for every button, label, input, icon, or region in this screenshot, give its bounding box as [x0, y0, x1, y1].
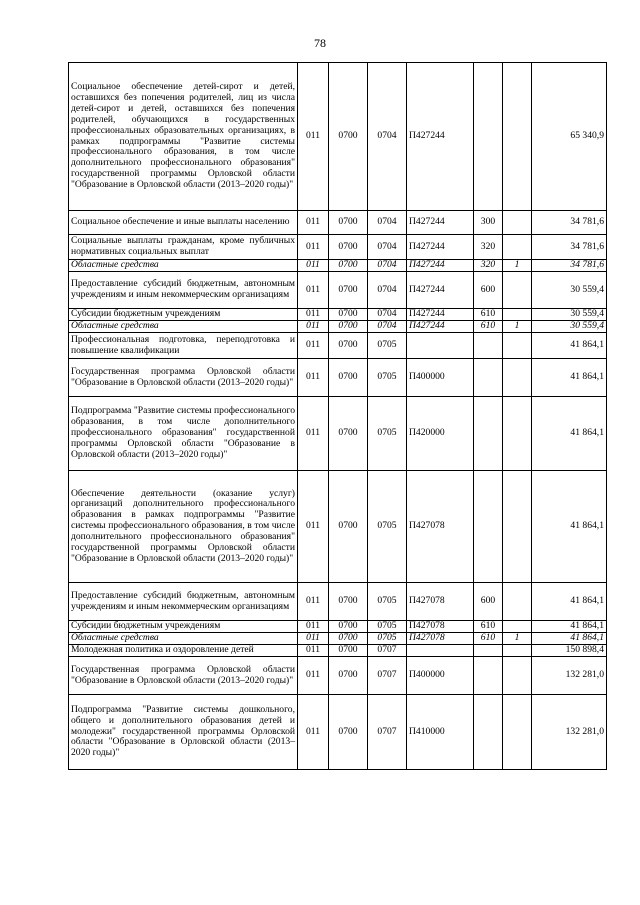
table-row	[69, 272, 607, 309]
target-article-cell: П427244	[407, 260, 474, 272]
row-name: Субсидии бюджетным учреждениям	[69, 621, 298, 633]
amount-cell: 41 864,1	[532, 359, 607, 397]
grbs-cell: 011	[298, 211, 329, 235]
amount-cell: 30 559,4	[532, 272, 607, 309]
table-row	[69, 235, 607, 260]
subsection-cell: 0704	[368, 260, 407, 272]
amount-cell: 132 281,0	[532, 695, 607, 770]
grbs-cell: 011	[298, 260, 329, 272]
budget-table	[68, 62, 607, 770]
funding-source-cell	[503, 471, 532, 583]
row-name: Субсидии бюджетным учреждениям	[69, 309, 298, 321]
section-cell: 0700	[329, 633, 368, 645]
amount-cell: 34 781,6	[532, 235, 607, 260]
target-article-cell: П410000	[407, 695, 474, 770]
amount-cell: 41 864,1	[532, 333, 607, 359]
grbs-cell: 011	[298, 657, 329, 695]
table-row	[69, 321, 607, 333]
expense-type-cell	[474, 397, 503, 471]
subsection-cell: 0704	[368, 321, 407, 333]
table-row	[69, 359, 607, 397]
table-row	[69, 397, 607, 471]
table-row	[69, 309, 607, 321]
funding-source-cell	[503, 359, 532, 397]
grbs-cell: 011	[298, 63, 329, 211]
row-name: Областные средства	[69, 633, 298, 645]
grbs-cell: 011	[298, 397, 329, 471]
grbs-cell: 011	[298, 272, 329, 309]
expense-type-cell: 300	[474, 211, 503, 235]
subsection-cell: 0705	[368, 471, 407, 583]
page-number: 78	[314, 36, 326, 50]
section-cell: 0700	[329, 359, 368, 397]
row-name: Обеспечение деятельности (оказание услуг) организаций дополнительного профессионального образования в рамках подпрограммы "Развитие системы профессионального образования, в том числе дополнительного профессионального образования" государственной программы Орловской области "Образование в Орловской области (2013–2020 годы)"	[69, 471, 298, 583]
amount-cell: 41 864,1	[532, 621, 607, 633]
table-row	[69, 333, 607, 359]
row-name: Областные средства	[69, 321, 298, 333]
funding-source-cell	[503, 621, 532, 633]
subsection-cell: 0705	[368, 397, 407, 471]
row-name: Социальное обеспечение и иные выплаты населению	[69, 211, 298, 235]
amount-cell: 41 864,1	[532, 633, 607, 645]
subsection-cell: 0704	[368, 63, 407, 211]
section-cell: 0700	[329, 333, 368, 359]
target-article-cell: П427078	[407, 471, 474, 583]
row-name: Предоставление субсидий бюджетным, автономным учреждениям и иным некоммерческим организациям	[69, 583, 298, 621]
target-article-cell: П427244	[407, 309, 474, 321]
section-cell: 0700	[329, 695, 368, 770]
funding-source-cell	[503, 235, 532, 260]
expense-type-cell: 610	[474, 633, 503, 645]
row-name: Государственная программа Орловской области "Образование в Орловской области (2013–2020 годы)"	[69, 359, 298, 397]
amount-cell: 150 898,4	[532, 645, 607, 657]
target-article-cell: П427078	[407, 633, 474, 645]
section-cell: 0700	[329, 260, 368, 272]
amount-cell: 34 781,6	[532, 211, 607, 235]
grbs-cell: 011	[298, 333, 329, 359]
table-row	[69, 633, 607, 645]
section-cell: 0700	[329, 657, 368, 695]
funding-source-cell	[503, 645, 532, 657]
amount-cell: 30 559,4	[532, 321, 607, 333]
subsection-cell: 0705	[368, 359, 407, 397]
expense-type-cell	[474, 657, 503, 695]
expense-type-cell: 610	[474, 321, 503, 333]
funding-source-cell: 1	[503, 321, 532, 333]
grbs-cell: 011	[298, 321, 329, 333]
target-article-cell: П427244	[407, 272, 474, 309]
subsection-cell: 0704	[368, 309, 407, 321]
subsection-cell: 0705	[368, 621, 407, 633]
target-article-cell: П427244	[407, 235, 474, 260]
funding-source-cell	[503, 333, 532, 359]
grbs-cell: 011	[298, 621, 329, 633]
target-article-cell: П427244	[407, 63, 474, 211]
target-article-cell	[407, 645, 474, 657]
section-cell: 0700	[329, 645, 368, 657]
funding-source-cell	[503, 583, 532, 621]
section-cell: 0700	[329, 621, 368, 633]
subsection-cell: 0704	[368, 211, 407, 235]
expense-type-cell	[474, 63, 503, 211]
subsection-cell: 0705	[368, 333, 407, 359]
expense-type-cell: 600	[474, 583, 503, 621]
amount-cell: 65 340,9	[532, 63, 607, 211]
section-cell: 0700	[329, 235, 368, 260]
grbs-cell: 011	[298, 235, 329, 260]
grbs-cell: 011	[298, 359, 329, 397]
target-article-cell: П400000	[407, 359, 474, 397]
row-name: Предоставление субсидий бюджетным, автономным учреждениям и иным некоммерческим организациям	[69, 272, 298, 309]
row-name: Молодежная политика и оздоровление детей	[69, 645, 298, 657]
funding-source-cell	[503, 657, 532, 695]
amount-cell: 132 281,0	[532, 657, 607, 695]
funding-source-cell: 1	[503, 260, 532, 272]
expense-type-cell: 320	[474, 235, 503, 260]
table-row	[69, 211, 607, 235]
table-row	[69, 695, 607, 770]
target-article-cell: П427244	[407, 211, 474, 235]
section-cell: 0700	[329, 63, 368, 211]
row-name: Подпрограмма "Развитие системы дошкольного, общего и дополнительного образования детей и молодежи" государственной программы Орловской области "Образование в Орловской области (2013–2020 годы)"	[69, 695, 298, 770]
grbs-cell: 011	[298, 309, 329, 321]
expense-type-cell	[474, 645, 503, 657]
table-row	[69, 63, 607, 211]
grbs-cell: 011	[298, 633, 329, 645]
table-row	[69, 621, 607, 633]
funding-source-cell	[503, 272, 532, 309]
grbs-cell: 011	[298, 583, 329, 621]
funding-source-cell	[503, 695, 532, 770]
subsection-cell: 0707	[368, 695, 407, 770]
target-article-cell: П427078	[407, 583, 474, 621]
section-cell: 0700	[329, 272, 368, 309]
expense-type-cell	[474, 333, 503, 359]
expense-type-cell	[474, 359, 503, 397]
row-name: Социальное обеспечение детей-сирот и детей, оставшихся без попечения родителей, лиц из числа детей-сирот и детей, оставшихся без попечения родителей, обучающихся в государственных профессиональных образовательных организациях, в рамках подпрограммы "Развитие системы профессионального образования, в том числе дополнительного профессионального образования" государственной программы Орловской области "Образование в Орловской области (2013–2020 годы)"	[69, 63, 298, 211]
target-article-cell: П427078	[407, 621, 474, 633]
row-name: Подпрограмма "Развитие системы профессионального образования, в том числе дополнительного профессионального образования" государственной программы Орловской области "Образование в Орловской области (2013–2020 годы)"	[69, 397, 298, 471]
grbs-cell: 011	[298, 695, 329, 770]
table-row	[69, 657, 607, 695]
expense-type-cell: 610	[474, 309, 503, 321]
row-name: Государственная программа Орловской области "Образование в Орловской области (2013–2020 годы)"	[69, 657, 298, 695]
target-article-cell: П400000	[407, 657, 474, 695]
expense-type-cell: 610	[474, 621, 503, 633]
row-name: Социальные выплаты гражданам, кроме публичных нормативных социальных выплат	[69, 235, 298, 260]
amount-cell: 41 864,1	[532, 397, 607, 471]
section-cell: 0700	[329, 321, 368, 333]
amount-cell: 41 864,1	[532, 583, 607, 621]
row-name: Областные средства	[69, 260, 298, 272]
target-article-cell	[407, 333, 474, 359]
section-cell: 0700	[329, 211, 368, 235]
subsection-cell: 0707	[368, 657, 407, 695]
funding-source-cell	[503, 309, 532, 321]
expense-type-cell	[474, 471, 503, 583]
table-row	[69, 471, 607, 583]
amount-cell: 41 864,1	[532, 471, 607, 583]
funding-source-cell	[503, 397, 532, 471]
grbs-cell: 011	[298, 645, 329, 657]
section-cell: 0700	[329, 397, 368, 471]
subsection-cell: 0704	[368, 235, 407, 260]
funding-source-cell	[503, 63, 532, 211]
section-cell: 0700	[329, 583, 368, 621]
funding-source-cell: 1	[503, 633, 532, 645]
section-cell: 0700	[329, 471, 368, 583]
subsection-cell: 0705	[368, 583, 407, 621]
amount-cell: 34 781,6	[532, 260, 607, 272]
subsection-cell: 0705	[368, 633, 407, 645]
subsection-cell: 0707	[368, 645, 407, 657]
expense-type-cell: 320	[474, 260, 503, 272]
grbs-cell: 011	[298, 471, 329, 583]
expense-type-cell: 600	[474, 272, 503, 309]
funding-source-cell	[503, 211, 532, 235]
table-row	[69, 645, 607, 657]
target-article-cell: П427244	[407, 321, 474, 333]
subsection-cell: 0704	[368, 272, 407, 309]
section-cell: 0700	[329, 309, 368, 321]
row-name: Профессиональная подготовка, переподготовка и повышение квалификации	[69, 333, 298, 359]
target-article-cell: П420000	[407, 397, 474, 471]
amount-cell: 30 559,4	[532, 309, 607, 321]
table-row	[69, 583, 607, 621]
table-row	[69, 260, 607, 272]
expense-type-cell	[474, 695, 503, 770]
